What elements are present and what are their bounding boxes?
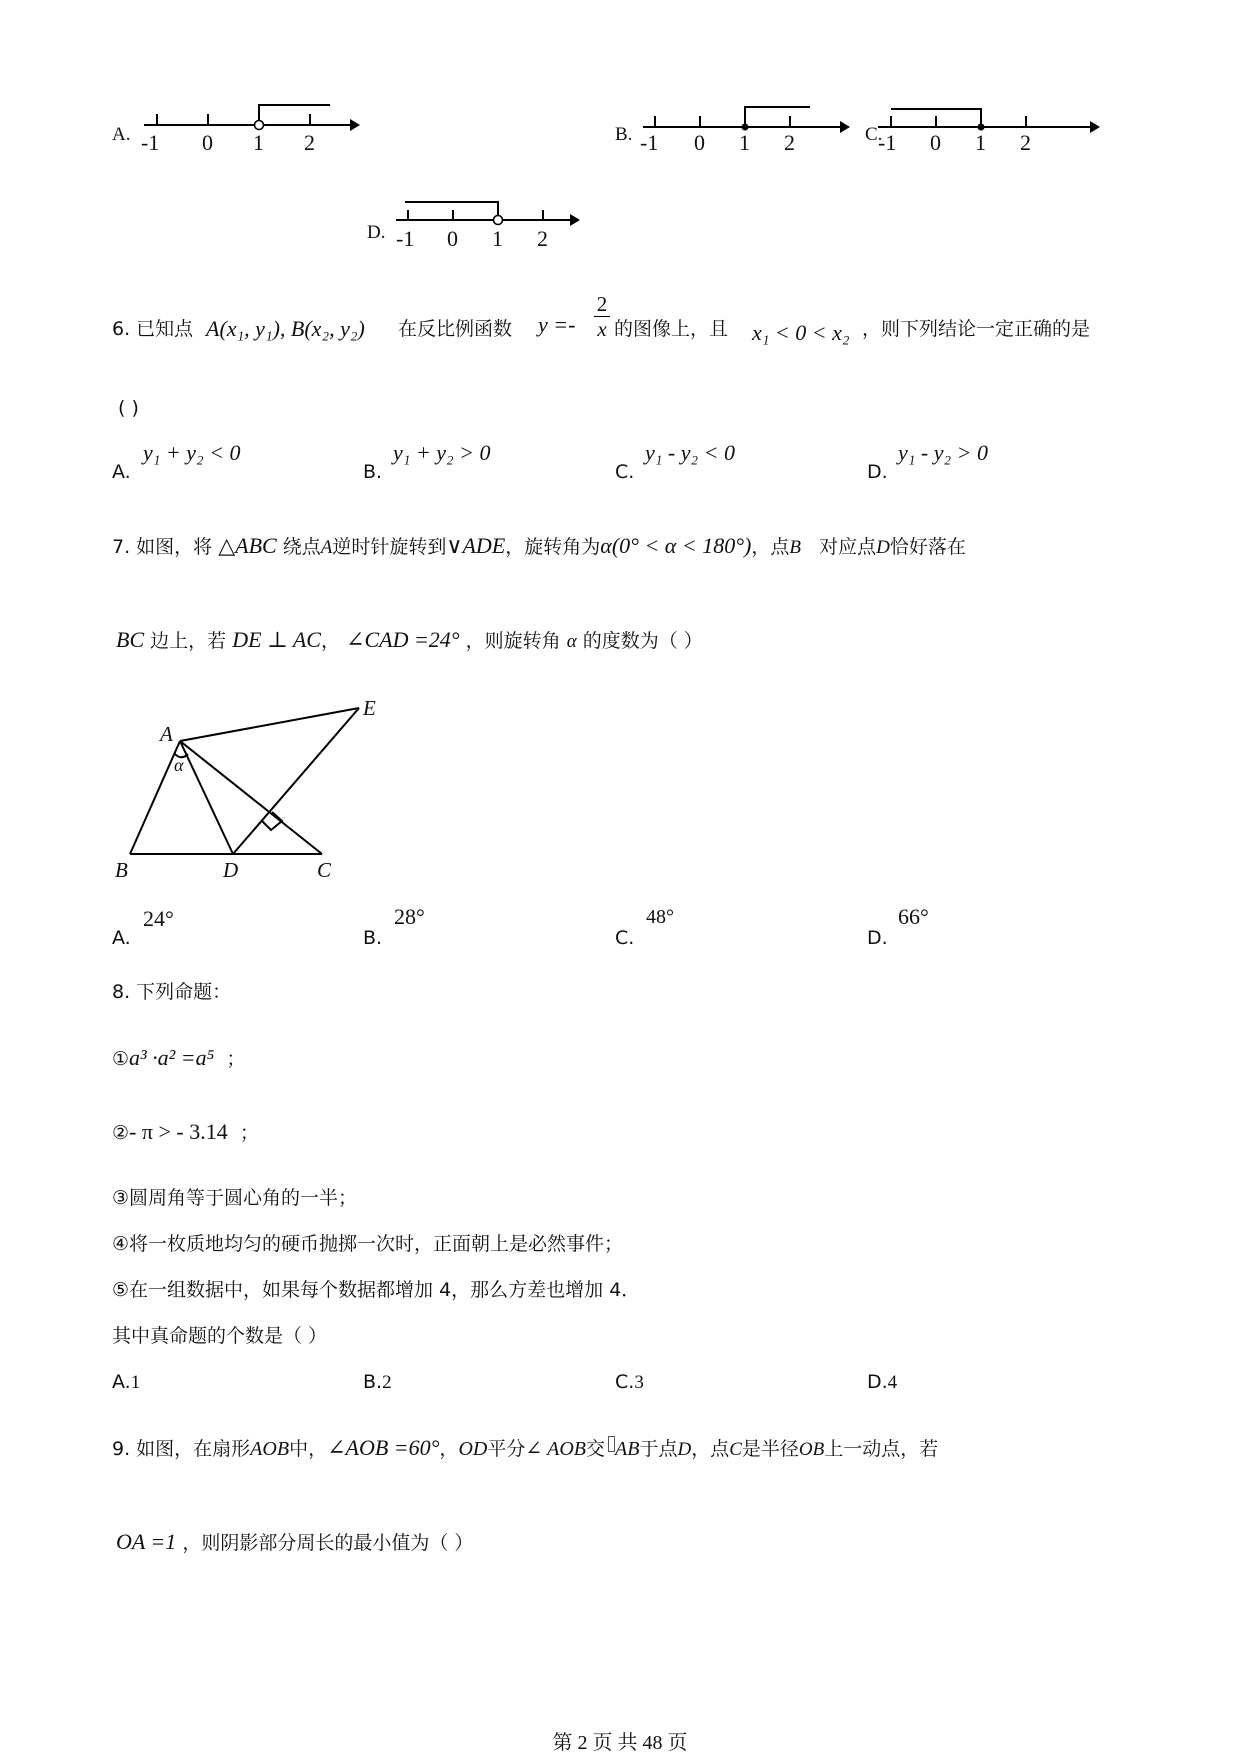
q6-suffix: ，则下列结论一定正确的是 xyxy=(862,318,1091,340)
label-A: A xyxy=(160,722,173,746)
q8-option-d[interactable]: D.4 xyxy=(867,1371,898,1393)
q6-option-d[interactable]: y₁ - y₂ > 0 xyxy=(898,440,988,465)
q7-option-d[interactable]: 66° xyxy=(898,904,929,929)
label-C: C xyxy=(317,858,332,882)
option-letter: D. xyxy=(867,461,888,483)
q6-condition: x₁ < 0 < x₂ xyxy=(752,320,850,345)
q8-question: 其中真命题的个数是（ ） xyxy=(112,1325,328,1347)
option-letter: B. xyxy=(615,124,633,145)
option-letter: C. xyxy=(615,927,635,949)
label-alpha: α xyxy=(174,755,184,775)
q6-mid: 在反比例函数 xyxy=(398,318,513,340)
q6-option-b[interactable]: y₁ + y₂ > 0 xyxy=(393,440,491,465)
option-letter: B. xyxy=(363,461,383,483)
label-D: D xyxy=(223,858,239,882)
q6-mid2: 的图像上，且 xyxy=(614,318,729,340)
option-letter: A. xyxy=(112,927,131,949)
q6-func-lhs: y =- xyxy=(538,312,576,337)
option-letter: A. xyxy=(112,461,131,483)
q6-points: A(x₁, y₁), B(x₂, y₂) xyxy=(206,316,365,341)
q8-item-4: ④将一枚质地均匀的硬币抛掷一次时，正面朝上是必然事件； xyxy=(112,1233,624,1255)
arc-symbol xyxy=(608,1436,615,1452)
q7-option-b[interactable]: 28° xyxy=(394,904,425,929)
q7-line2: BC 边上，若 DE ⊥ AC， ∠CAD =24° ，则旋转角 α 的度数为（ ） xyxy=(116,627,703,652)
q8-item-3: ③圆周角等于圆心角的一半； xyxy=(112,1187,358,1209)
q7-line1: 7. 如图，将 △ABC 绕点A逆时针旋转到∨ADE，旋转角为α(0° < α < 180°)，点B 对应点D恰好落在 xyxy=(112,533,966,558)
option-letter: C. xyxy=(615,461,635,483)
option-letter: D. xyxy=(367,222,386,243)
q8-item-1: ①a³ ·a² =a⁵ ； xyxy=(112,1045,246,1070)
q7-option-c[interactable]: 48° xyxy=(646,906,674,928)
q6-fraction: 2 x xyxy=(594,292,610,341)
option-letter: A. xyxy=(112,124,131,145)
q8-option-c[interactable]: C.3 xyxy=(615,1371,644,1393)
q6-option-a[interactable]: y₁ + y₂ < 0 xyxy=(143,440,241,465)
q9-line2: OA =1 ，则阴影部分周长的最小值为（ ） xyxy=(116,1529,474,1554)
q8-title: 8. 下列命题： xyxy=(112,981,232,1003)
q9-line1: 9. 如图，在扇形AOB中，∠AOB =60°，OD平分∠ AOB交 AB于点D，点C是半径OB上一动点，若 xyxy=(112,1435,939,1460)
q6-option-c[interactable]: y₁ - y₂ < 0 xyxy=(645,440,735,465)
q8-option-b[interactable]: B.2 xyxy=(363,1371,392,1393)
label-B: B xyxy=(115,858,128,882)
q8-option-a[interactable]: A.1 xyxy=(112,1371,141,1393)
option-letter: C. xyxy=(865,124,883,145)
q8-item-2: ②- π > - 3.14 ； xyxy=(112,1119,259,1144)
option-letter: B. xyxy=(363,927,383,949)
label-E: E xyxy=(363,696,376,720)
page-footer: 第 2 页 共 48 页 xyxy=(552,1732,688,1754)
q8-item-5: ⑤在一组数据中，如果每个数据都增加 4，那么方差也增加 4． xyxy=(112,1279,641,1301)
q7-option-a[interactable]: 24° xyxy=(143,906,174,931)
q6-prefix: 6. 已知点 xyxy=(112,318,194,340)
q6-answer-paren: ( ) xyxy=(118,397,139,419)
option-letter: D. xyxy=(867,927,888,949)
